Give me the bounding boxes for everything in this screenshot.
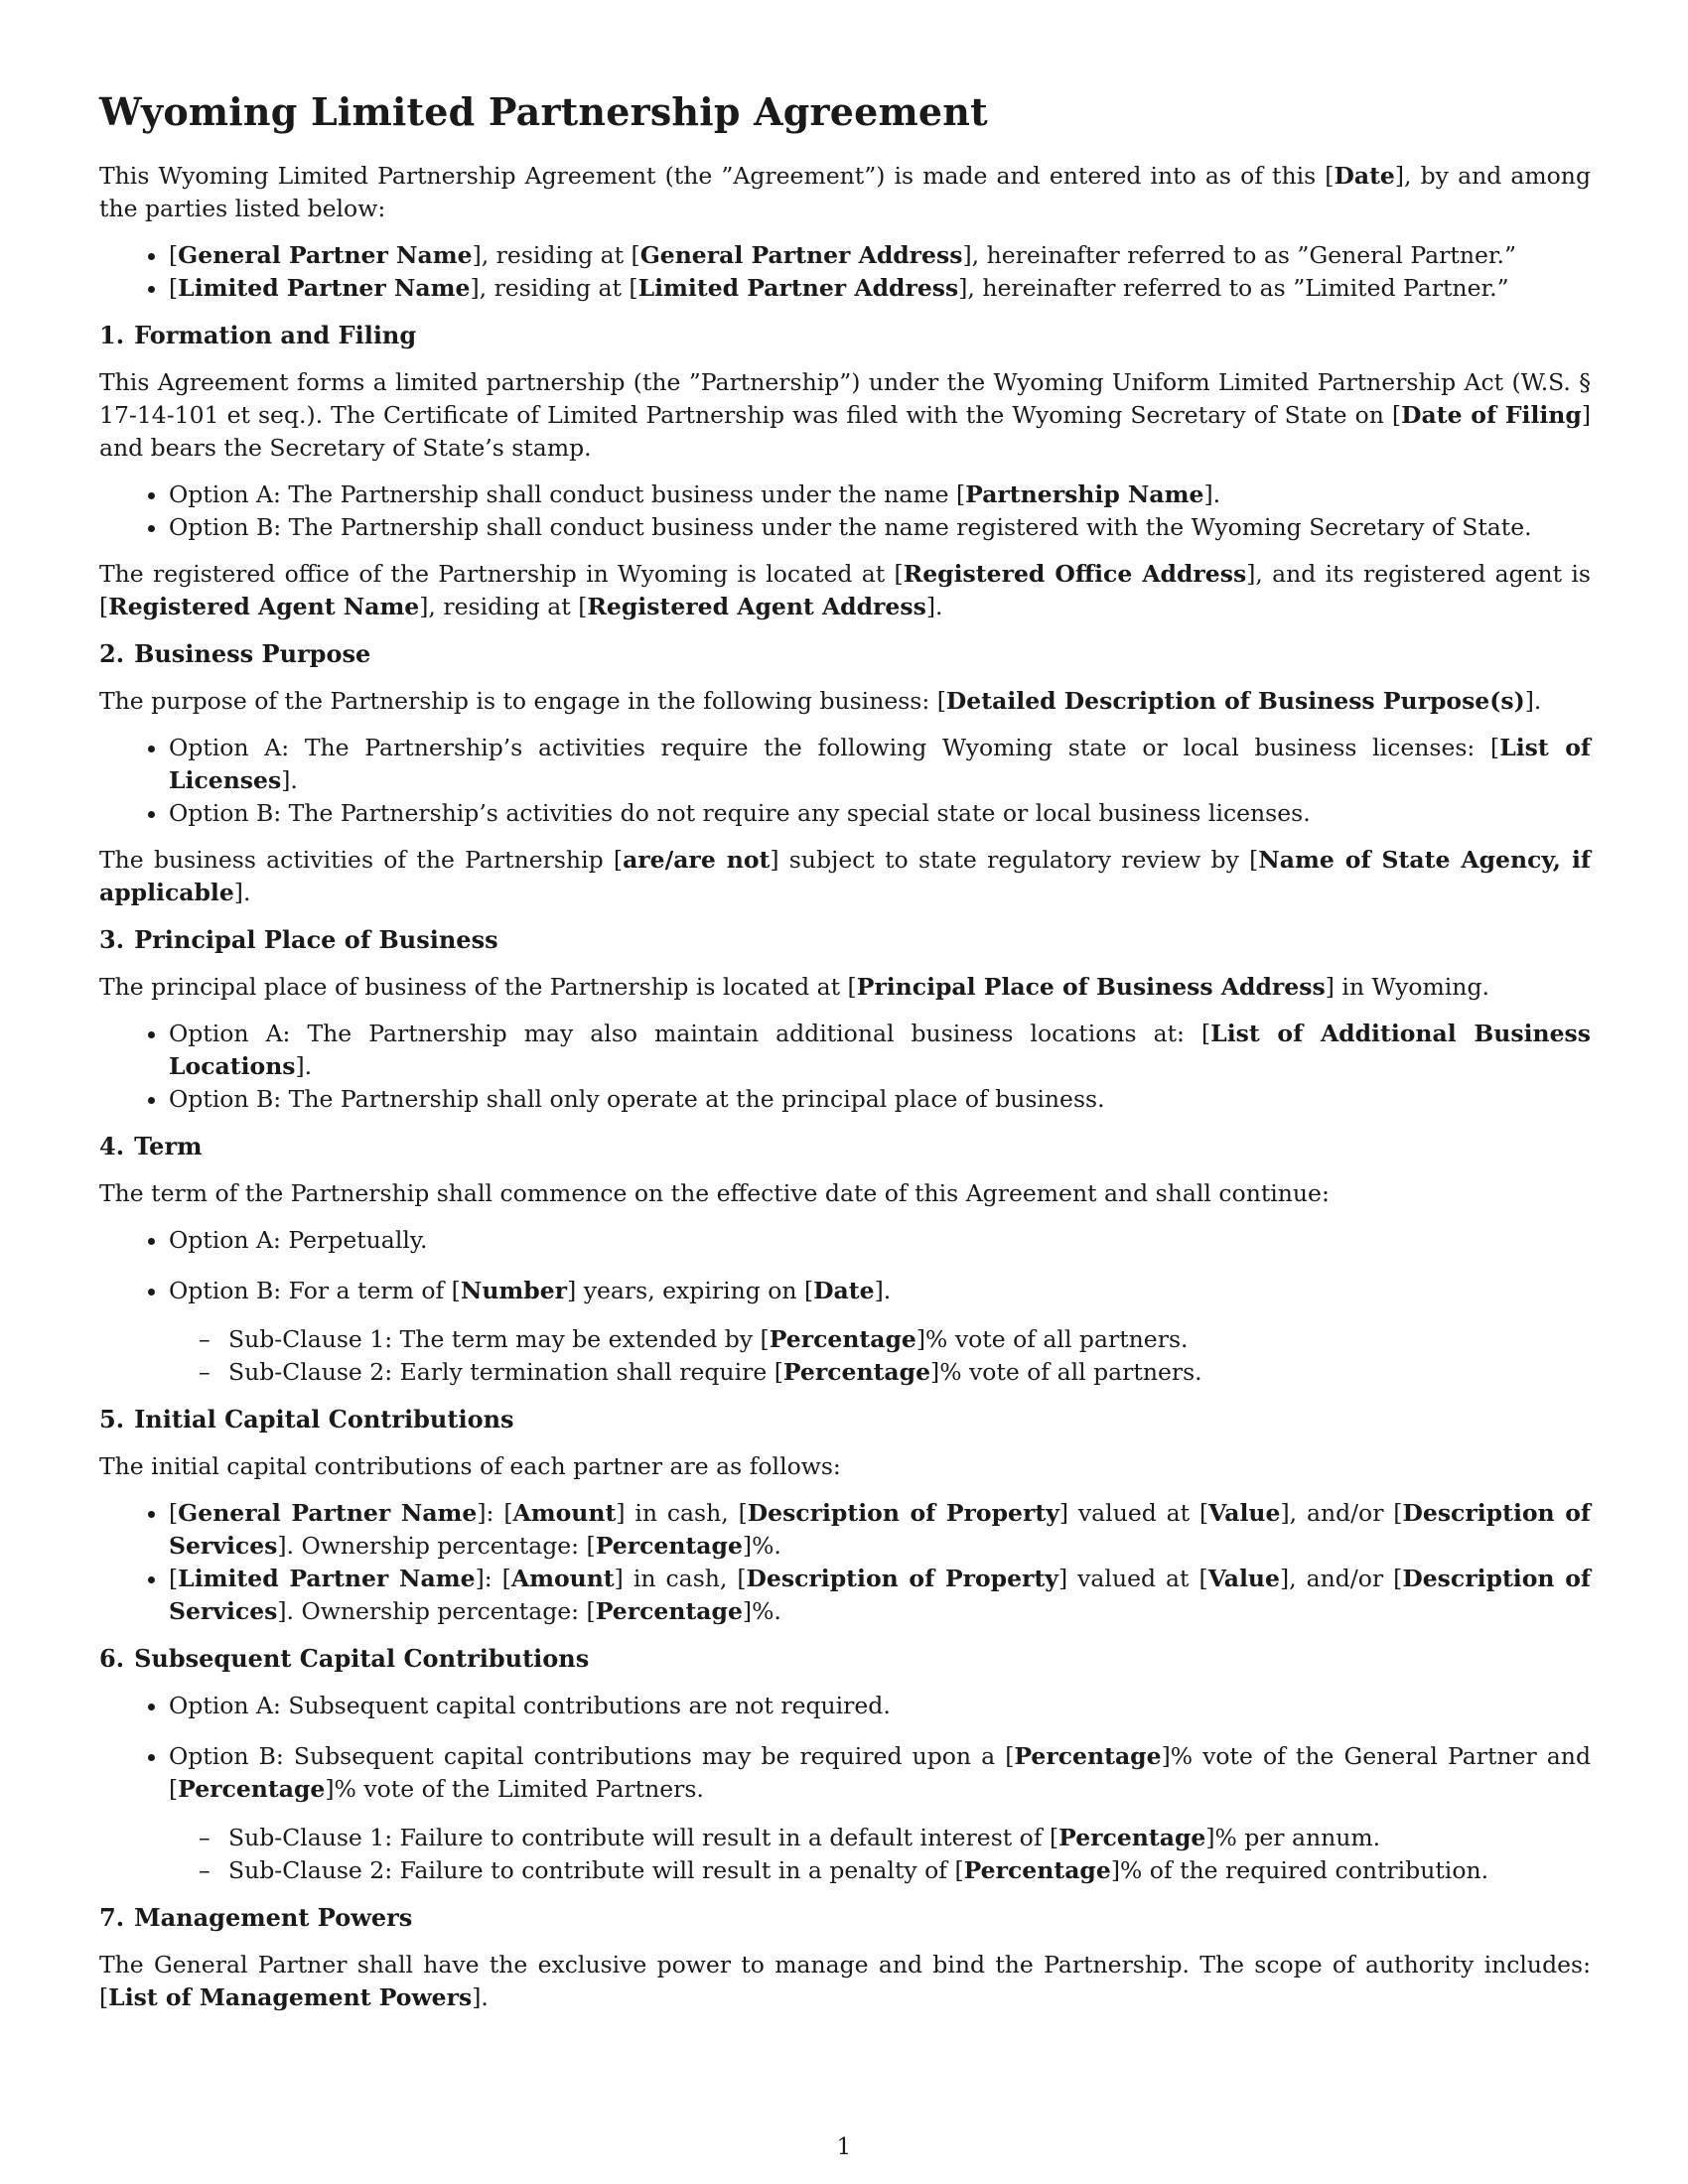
options-list [99, 1018, 1591, 1116]
date-placeholder: Date [1334, 162, 1395, 190]
section-paragraph: The initial capital contributions of each partner are as follows: [99, 1452, 841, 1480]
options-list [99, 478, 1591, 544]
options-list [99, 732, 1591, 830]
options-list [99, 1690, 1591, 1887]
page-number: 1 [836, 2134, 852, 2160]
section-heading-business-purpose: 2. Business Purpose [99, 639, 371, 668]
section-paragraph: The General Partner shall have the exclusive power to manage and bind the Partnership. The scope of authority includes: [List of Management Powers]. [99, 1951, 1591, 2011]
section-heading-formation: 1. Formation and Filing [99, 321, 417, 349]
intro-paragraph: This Wyoming Limited Partnership Agreement (the ”Agreement”) is made and entered into as of this [Date], by and among the parties listed below: [99, 162, 1591, 222]
section-heading-subsequent-capital: 6. Subsequent Capital Contributions [99, 1644, 590, 1673]
section-paragraph: The registered office of the Partnership in Wyoming is located at [Registered Office Address], and its registered agent is [Registered Agent Name], residing at [Registered Agent Address]. [99, 560, 1591, 620]
list-item: • [General Partner Name]: [Amount] in cash, [Description of Property] valued at [Value], and/or [Description of Services]. Ownership percentage: [Percentage]%. [169, 1497, 1591, 1563]
list-item: – Sub-Clause 2: Failure to contribute will result in a penalty of [Percentage]% of the required contribution. [228, 1854, 1591, 1887]
list-item: • Option B: The Partnership shall only operate at the principal place of business. [169, 1083, 1591, 1116]
list-item: • Option A: The Partnership’s activities require the following Wyoming state or local business licenses: [List of Licenses]. [169, 732, 1591, 797]
list-item: • Option B: Subsequent capital contributions may be required upon a [Percentage]% vote of the General Partner and [Percentage]% vote of the Limited Partners. – Sub-Clause 1: Failure to contribute will result in a default interest of [Percentage]% per annum. – Sub-Clause 2: Failure to contribute will result in a penalty of [Percentage]% of the required contribution. [169, 1740, 1591, 1887]
list-item: • [Limited Partner Name], residing at [Limited Partner Address], hereinafter referred to as ”Limited Partner.” [169, 272, 1591, 305]
section-heading-initial-capital: 5. Initial Capital Contributions [99, 1405, 514, 1433]
list-item: • [General Partner Name], residing at [General Partner Address], hereinafter referred to as ”General Partner.” [169, 239, 1591, 272]
list-item: • Option B: The Partnership’s activities do not require any special state or local business licenses. [169, 797, 1591, 830]
list-item: • Option A: The Partnership may also maintain additional business locations at: [List of Additional Business Locations]. [169, 1018, 1591, 1083]
list-item: • [Limited Partner Name]: [Amount] in cash, [Description of Property] valued at [Value], and/or [Description of Services]. Ownership percentage: [Percentage]%. [169, 1563, 1591, 1628]
list-item: • Option B: The Partnership shall conduct business under the name registered with the Wyoming Secretary of State. [169, 511, 1591, 544]
section-heading-term: 4. Term [99, 1132, 203, 1160]
section-paragraph: The business activities of the Partnership [are/are not] subject to state regulatory review by [Name of State Agency, if applicable]. [99, 846, 1591, 906]
document-title: Wyoming Limited Partnership Agreement [99, 89, 988, 134]
section-paragraph: This Agreement forms a limited partnership (the ”Partnership”) under the Wyoming Uniform Limited Partnership Act (W.S. § 17-14-101 et seq.). The Certificate of Limited Partnership was filed with the Wyoming Secretary of State on [Date of Filing] and bears the Secretary of State’s stamp. [99, 368, 1591, 462]
section-paragraph: The purpose of the Partnership is to engage in the following business: [Detailed Description of Business Purpose(s)]. [99, 687, 1542, 715]
list-item: – Sub-Clause 1: Failure to contribute will result in a default interest of [Percentage]% per annum. [228, 1822, 1591, 1854]
sub-clause-list [169, 1323, 1591, 1389]
options-list [99, 1224, 1591, 1389]
list-item: • Option A: Subsequent capital contributions are not required. [169, 1690, 1591, 1722]
parties-list [99, 239, 1591, 305]
contributions-list [99, 1497, 1591, 1628]
sub-clause-list [169, 1822, 1591, 1887]
list-item: • Option B: For a term of [Number] years, expiring on [Date]. – Sub-Clause 1: The term may be extended by [Percentage]% vote of all partners. – Sub-Clause 2: Early termination shall require [Percentage]% vote of all partners. [169, 1275, 1591, 1389]
list-item: – Sub-Clause 1: The term may be extended by [Percentage]% vote of all partners. [228, 1323, 1591, 1356]
list-item: • Option A: Perpetually. [169, 1224, 1591, 1257]
section-paragraph: The principal place of business of the Partnership is located at [Principal Place of Business Address] in Wyoming. [99, 973, 1489, 1001]
section-paragraph: The term of the Partnership shall commence on the effective date of this Agreement and shall continue: [99, 1179, 1330, 1207]
list-item: – Sub-Clause 2: Early termination shall require [Percentage]% vote of all partners. [228, 1356, 1591, 1389]
section-heading-principal-place: 3. Principal Place of Business [99, 925, 498, 954]
document-page [99, 79, 1591, 2028]
list-item: • Option A: The Partnership shall conduct business under the name [Partnership Name]. [169, 478, 1591, 511]
section-heading-management-powers: 7. Management Powers [99, 1903, 413, 1932]
